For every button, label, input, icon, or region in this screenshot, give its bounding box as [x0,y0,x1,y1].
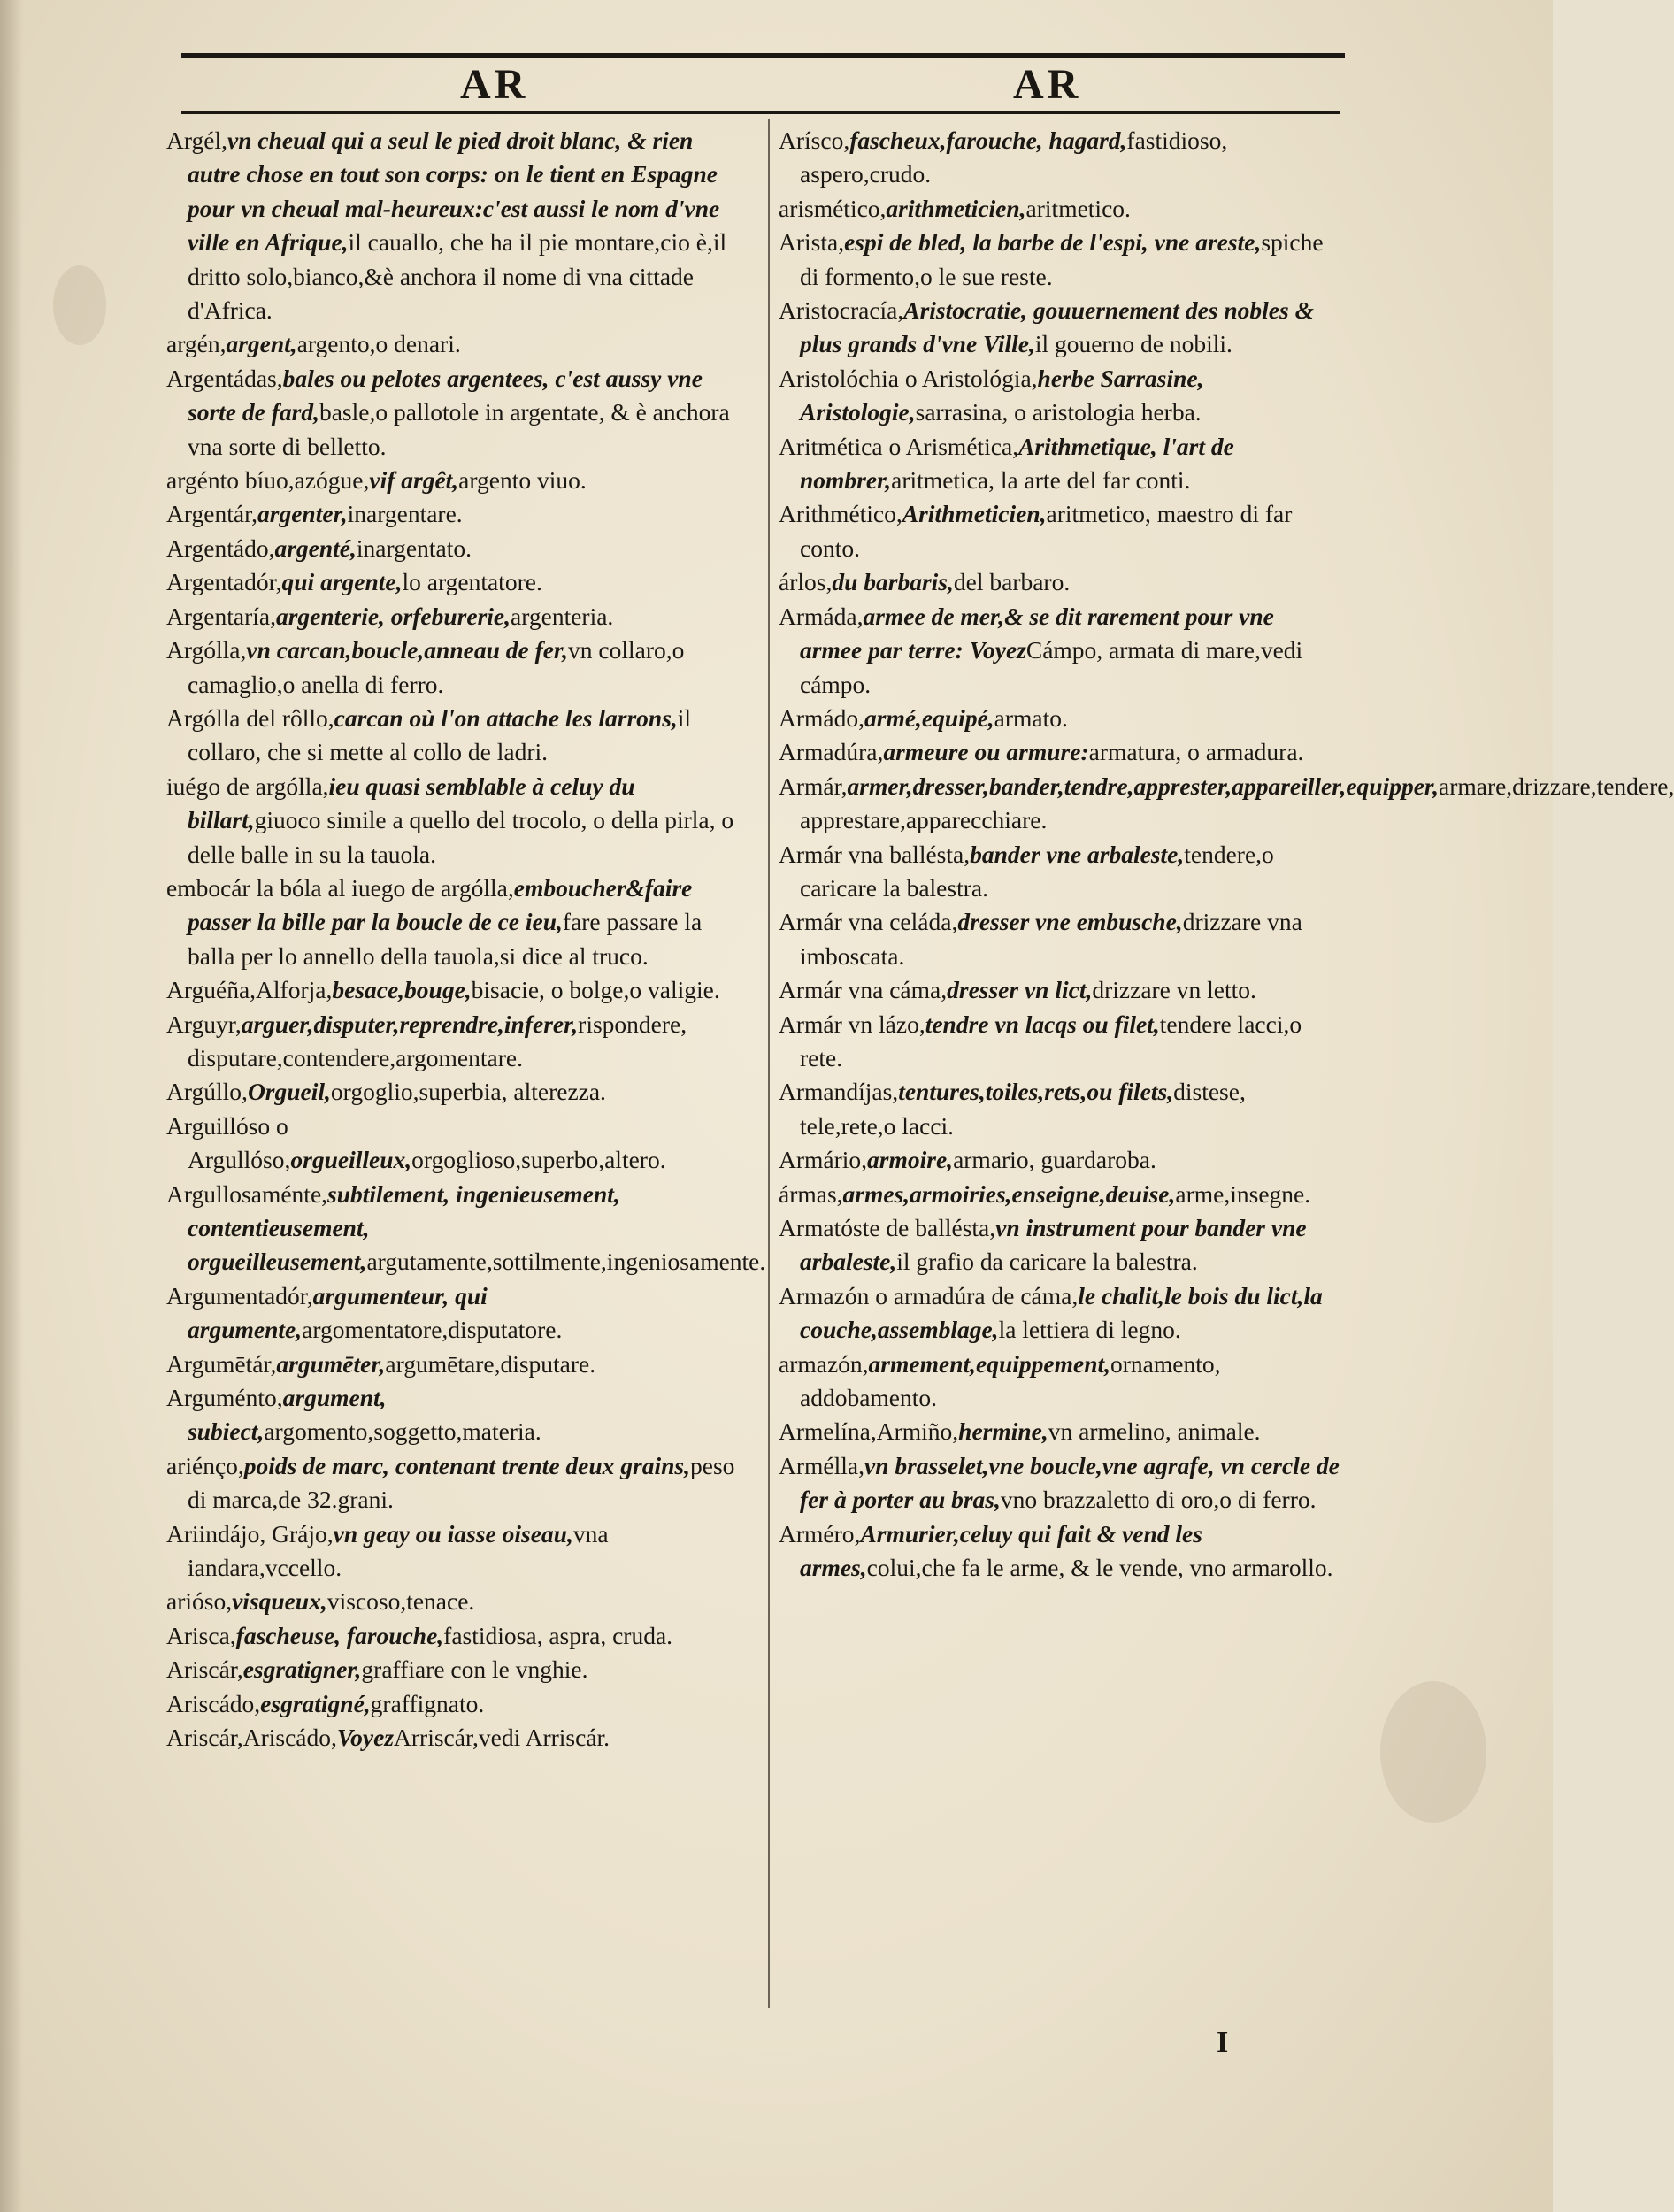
entry-headword: Argentaría, [166,602,276,630]
entry-headword: Argumentadór, [166,1281,313,1310]
entry-headword: Armár vn lázo, [779,1010,925,1038]
dictionary-entry [779,1348,1340,1416]
entry-italian-gloss: aritmetico, maestro di far conto. [800,500,1293,562]
entry-headword: Arisca, [166,1621,236,1649]
entry-headword: Armadúra, [779,738,884,766]
dictionary-entry [779,497,1340,565]
entry-headword: Armelína,Armiño, [779,1417,959,1446]
entry-french-gloss: armer,dresser,bander,tendre,apprester,appareiller,equipper, [847,772,1439,800]
dictionary-entry [779,770,1674,838]
header-rule-bottom [181,111,1340,114]
entry-french-gloss: le chalit,le bois du lict,la couche,assemblage, [800,1281,1323,1344]
entry-italian-gloss: arme,insegne. [1175,1179,1311,1208]
dictionary-entry [779,1449,1340,1517]
entry-italian-gloss: la lettiera di legno. [998,1316,1181,1344]
entry-italian-gloss: armato. [994,703,1068,732]
entry-italian-gloss: vno brazzaletto di oro,o di ferro. [1000,1486,1317,1514]
entry-headword: arióso, [166,1587,233,1616]
dictionary-entry [779,1415,1340,1448]
dictionary-entry [779,1178,1340,1211]
entry-french-gloss: arguer,disputer,reprendre,inferer, [241,1010,579,1038]
entry-italian-gloss: del barbaro. [953,568,1071,596]
entry-french-gloss: tentures,toiles,rets,ou filets, [898,1078,1174,1106]
entry-italian-gloss: vn collaro,o camaglio,o anella di ferro. [188,636,685,698]
entry-headword: Ariindájo, Grájo, [166,1519,334,1548]
dictionary-entry [779,362,1340,430]
entry-headword: Argentádo, [166,534,275,562]
dictionary-entry [166,1619,746,1653]
entry-french-gloss: argumenteur, qui argumente, [188,1281,488,1344]
dictionary-entry [166,600,746,634]
entry-french-gloss: fascheux,farouche, hagard, [849,127,1127,154]
entry-headword: Argúllo, [166,1078,248,1106]
entry-headword: Armár vna cáma, [779,976,948,1004]
entry-headword: Arista, [779,228,845,257]
entry-french-gloss: armee de mer,& se dit rarement pour vne armee par terre: Voyez [800,602,1274,664]
entry-headword: arisméticо, [779,194,887,222]
entry-italian-gloss: argenteria. [511,602,614,630]
entry-headword: Arísco, [779,127,850,154]
entry-headword: iuégo de argólla, [166,772,329,800]
right-column [779,124,1674,1585]
dictionary-entry [166,1585,746,1618]
dictionary-entry [779,838,1340,906]
entry-french-gloss: vn geay ou iasse oiseau, [333,1519,573,1548]
entry-french-gloss: argenté, [274,534,357,562]
entry-headword: Argumētár, [166,1349,277,1378]
entry-italian-gloss: bisacie, o bolge,o valigie. [471,976,720,1004]
entry-french-gloss: Armurier,celuy qui fait & vend les armes, [800,1519,1202,1582]
entry-italian-gloss: inargentato. [356,534,472,562]
entry-italian-gloss: Arriscár,vedi Arriscár. [394,1724,610,1752]
dictionary-entry [166,565,746,599]
entry-headword: embocár la bóla al iuego de argólla, [166,873,514,902]
running-head-left: AR [460,61,529,108]
entry-italian-gloss: peso di marca,de 32.grani. [188,1451,735,1514]
dictionary-entry [779,905,1340,973]
entry-italian-gloss: vn armelino, animale. [1048,1417,1261,1446]
dictionary-entry [166,1110,746,1178]
dictionary-entry [166,362,746,464]
entry-french-gloss: qui argente, [281,568,403,596]
dictionary-entry [166,1721,746,1755]
dictionary-entry [779,1517,1340,1586]
entry-headword: Arguillóso o Argullóso, [166,1111,291,1174]
signature-mark: I [1217,2026,1229,2059]
entry-french-gloss: hermine, [958,1417,1048,1446]
entry-french-gloss: vn carcan,boucle,anneau de fer, [246,636,568,664]
entry-italian-gloss: drizzare vn letto. [1092,976,1256,1004]
entry-french-gloss: arithmeticien, [886,194,1026,222]
entry-italian-gloss: aritmetica, la arte del far conti. [891,466,1191,495]
entry-french-gloss: argenter, [257,500,348,528]
entry-french-gloss: Arithmeticien, [902,500,1047,528]
entry-italian-gloss: aritmetico. [1025,194,1131,222]
entry-headword: árlos, [779,568,833,596]
entry-french-gloss: subtilement, ingenieusement, contentieusement, orgueilleusement, [188,1179,620,1276]
entry-french-gloss: du barbaris, [832,568,954,596]
entry-french-gloss: vif argêt, [369,466,459,495]
entry-italian-gloss: basle,o pallotole in argentate, & è anchora vna sorte di belletto. [188,398,730,460]
entry-italian-gloss: inargentare. [347,500,463,528]
entry-italian-gloss: argento viuo. [458,466,587,495]
dictionary-entry [166,634,746,702]
entry-french-gloss: poids de marc, contenant trente deux grains, [243,1451,690,1479]
entry-headword: Argólla del rôllo, [166,703,334,732]
entry-french-gloss: dresser vne embusche, [957,908,1183,936]
paper-stain [1380,1681,1486,1823]
entry-italian-gloss: il gouerno de nobili. [1034,330,1232,358]
entry-headword: Argentár, [166,500,258,528]
entry-french-gloss: argument, subiect, [188,1384,387,1446]
entry-italian-gloss: armare,drizzare,tendere, apprestare,apparecchiare. [800,772,1674,834]
dictionary-entry [166,702,746,770]
entry-italian-gloss: drizzare vna imboscata. [800,908,1302,970]
dictionary-entry [166,497,746,531]
entry-french-gloss: argenterie, orfeburerie, [275,602,511,630]
dictionary-entry [166,1279,746,1348]
entry-italian-gloss: orgoglioso,superbo,altero. [411,1146,666,1174]
entry-italian-gloss: lo argentatore. [402,568,542,596]
entry-italian-gloss: argutamente,sottilmente,ingeniosamente. [366,1248,766,1276]
entry-headword: ariénço, [166,1451,244,1479]
dictionary-entry [779,565,1340,599]
running-head-right: AR [1013,61,1082,108]
entry-french-gloss: esgratigné, [260,1689,371,1717]
entry-headword: argénto bíuo,azógue, [166,466,370,495]
entry-headword: Argél, [166,127,227,154]
entry-french-gloss: Aristocratie, gouuernement des nobles & plus grands d'vne Ville, [800,296,1314,358]
entry-italian-gloss: sarrasina, o aristologia herba. [915,398,1202,426]
entry-italian-gloss: argumētare,disputare. [385,1349,596,1378]
dictionary-entry [779,973,1340,1007]
entry-italian-gloss: viscoso,tenace. [326,1587,475,1616]
entry-headword: Ariscádo, [166,1689,261,1717]
entry-french-gloss: besace,bouge, [332,976,472,1004]
entry-italian-gloss: graffignato. [370,1689,485,1717]
entry-french-gloss: herbe Sarrasine, Aristologie, [800,364,1204,426]
entry-headword: Ariscár,Ariscádo, [166,1724,337,1752]
entry-italian-gloss: il cauallo, che ha il pie montare,cio è,il dritto solo,bianco,&è anchora il nome di vna cittade d'Africa. [188,228,727,325]
entry-french-gloss: vn instrument pour bander vne arbaleste, [800,1214,1307,1276]
entry-italian-gloss: fare passare la balla per lo annello della tauola,si dice al truco. [188,908,703,970]
entry-french-gloss: orgueilleux, [290,1146,412,1174]
entry-headword: ármas, [779,1179,843,1208]
dictionary-entry [779,192,1340,226]
entry-italian-gloss: argento,o denari. [296,330,461,358]
dictionary-entry [166,872,746,973]
dictionary-entry [779,1279,1340,1348]
entry-french-gloss: tendre vn lacqs ou filet, [925,1010,1160,1038]
dictionary-entry [166,1449,746,1517]
entry-italian-gloss: ornamento, addobamento. [800,1349,1221,1412]
entry-french-gloss: ieu quasi semblable à celuy du billart, [188,772,635,834]
dictionary-entry [779,1211,1340,1279]
entry-headword: Arithmético, [779,500,902,528]
entry-italian-gloss: spiche di formento,o le sue reste. [800,228,1324,290]
entry-italian-gloss: graffiare con le vnghie. [361,1655,588,1684]
entry-french-gloss: argent, [226,330,297,358]
dictionary-entry [166,124,746,327]
dictionary-entry [166,1348,746,1381]
entry-headword: Arguménto, [166,1384,283,1412]
entry-headword: Aristocracía, [779,296,904,325]
entry-italian-gloss: rispondere, disputare,contendere,argomentare. [188,1010,687,1071]
entry-french-gloss: esgratigner, [242,1655,362,1684]
entry-french-gloss: bales ou pelotes argentees, c'est aussy vne sorte de fard, [188,364,703,426]
entry-italian-gloss: colui,che fa le arme, & le vende, vno armarollo. [866,1554,1333,1582]
entry-italian-gloss: armario, guardaroba. [953,1146,1156,1174]
entry-headword: Armár vna celáda, [779,908,958,936]
entry-french-gloss: vn cheual qui a seul le pied droit blanc, & rien autre chose en tout son corps: on le tient en Espagne pour vn cheual mal-heureux:c'est aussi le nom d'vne ville en Afrique, [188,127,720,257]
entry-headword: Arméllа, [779,1451,864,1479]
dictionary-entry [779,124,1340,192]
entry-headword: Armáda, [779,602,864,630]
entry-headword: armazón, [779,1349,869,1378]
entry-french-gloss: fascheuse, farouche, [235,1621,444,1649]
entry-italian-gloss: tendere,o caricare la balestra. [800,840,1274,902]
entry-french-gloss: carcan où l'on attache les larrons, [334,703,678,732]
dictionary-entry [166,1178,766,1279]
entry-headword: Argentádas, [166,364,283,392]
entry-french-gloss: vn brasselet,vne boucle,vne agrafe, vn cercle de fer à porter au bras, [800,1451,1340,1514]
entry-french-gloss: armoire, [867,1146,954,1174]
entry-french-gloss: armement,equippement, [868,1349,1111,1378]
entry-french-gloss: visqueux, [232,1587,327,1616]
column-divider [768,119,770,2008]
paper-stain [53,265,106,345]
dictionary-entry [166,770,746,872]
entry-italian-gloss: argomento,soggetto,materia. [264,1417,541,1446]
entry-headword: Argentadór, [166,568,282,596]
dictionary-entry [779,430,1340,498]
entry-italian-gloss: fastidiosa, aspra, cruda. [443,1621,673,1649]
entry-italian-gloss: distese, tele,rete,o lacci. [800,1078,1246,1140]
entry-italian-gloss: orgoglio,superbia, alterezza. [330,1078,606,1106]
entry-headword: Argullosaménte, [166,1179,328,1208]
entry-headword: Argólla, [166,636,247,664]
entry-headword: Armádo, [779,703,864,732]
entry-headword: Armário, [779,1146,868,1174]
entry-headword: Armatóste de ballésta, [779,1214,996,1241]
entry-french-gloss: armes,armoiries,enseigne,deuise, [842,1179,1176,1208]
left-column [166,124,766,1755]
dictionary-entry [166,1008,746,1076]
entry-italian-gloss: armatura, o armadura. [1088,738,1304,766]
entry-french-gloss: Voyez [336,1724,395,1752]
entry-italian-gloss: il collaro, che si mette al collo de ladri. [188,703,692,766]
dictionary-entry [166,532,746,565]
entry-italian-gloss: tendere lacci,o rete. [800,1010,1302,1071]
dictionary-entry [779,735,1340,769]
dictionary-entry [779,1075,1340,1143]
entry-french-gloss: Arithmetique, l'art de nombrer, [800,432,1234,495]
dictionary-entry [779,294,1340,362]
entry-french-gloss: armé,equipé, [864,703,994,732]
entry-headword: Armazón o armadúra de cáma, [779,1281,1079,1310]
header-rule-top [181,53,1345,58]
dictionary-entry [779,1008,1340,1076]
entry-french-gloss: Orgueil, [247,1078,331,1106]
entry-french-gloss: dresser vn lict, [947,976,1093,1004]
dictionary-entry [166,1075,746,1109]
dictionary-entry [166,1687,746,1721]
entry-italian-gloss: fastidioso, aspero,crudo. [800,127,1228,188]
dictionary-entry [166,1381,746,1449]
dictionary-entry [166,1653,746,1686]
entry-french-gloss: argumēter, [276,1349,386,1378]
entry-headword: Arguyr, [166,1010,242,1038]
dictionary-entry [166,327,746,361]
entry-headword: Aritmética o Arismética, [779,432,1019,460]
dictionary-entry [779,702,1340,735]
entry-headword: argén, [166,330,227,358]
entry-headword: Arguéña,Alforja, [166,976,333,1004]
entry-headword: Armandíjas, [779,1078,899,1106]
entry-italian-gloss: argomentatore,disputatore. [302,1316,563,1344]
dictionary-entry [779,1143,1340,1177]
entry-headword: Ariscár, [166,1655,243,1684]
entry-italian-gloss: Cámpo, armata di mare,vedi cámpo. [800,636,1303,698]
entry-headword: Armár vna ballésta, [779,840,971,868]
entry-headword: Arméro, [779,1519,861,1548]
entry-italian-gloss: vna iandara,vccello. [188,1519,609,1582]
dictionary-entry [166,1517,746,1586]
dictionary-entry [166,973,746,1007]
entry-headword: Armár, [779,772,848,800]
entry-italian-gloss: giuoco simile a quello del trocolo, o della pirla, o delle balle in su la tauola. [188,806,734,868]
entry-italian-gloss: il grafio da caricare la balestra. [896,1248,1198,1276]
entry-french-gloss: espi de bled, la barbe de l'espi, vne areste, [844,228,1262,257]
entry-headword: Aristolóchia o Aristológia, [779,364,1038,392]
dictionary-entry [779,600,1340,702]
dictionary-entry [779,226,1340,294]
entry-french-gloss: armeure ou armure: [883,738,1089,766]
dictionary-entry [166,464,746,497]
entry-french-gloss: bander vne arbaleste, [970,840,1185,868]
entry-french-gloss: emboucher&faire passer la bille par la boucle de ce ieu, [188,873,693,936]
